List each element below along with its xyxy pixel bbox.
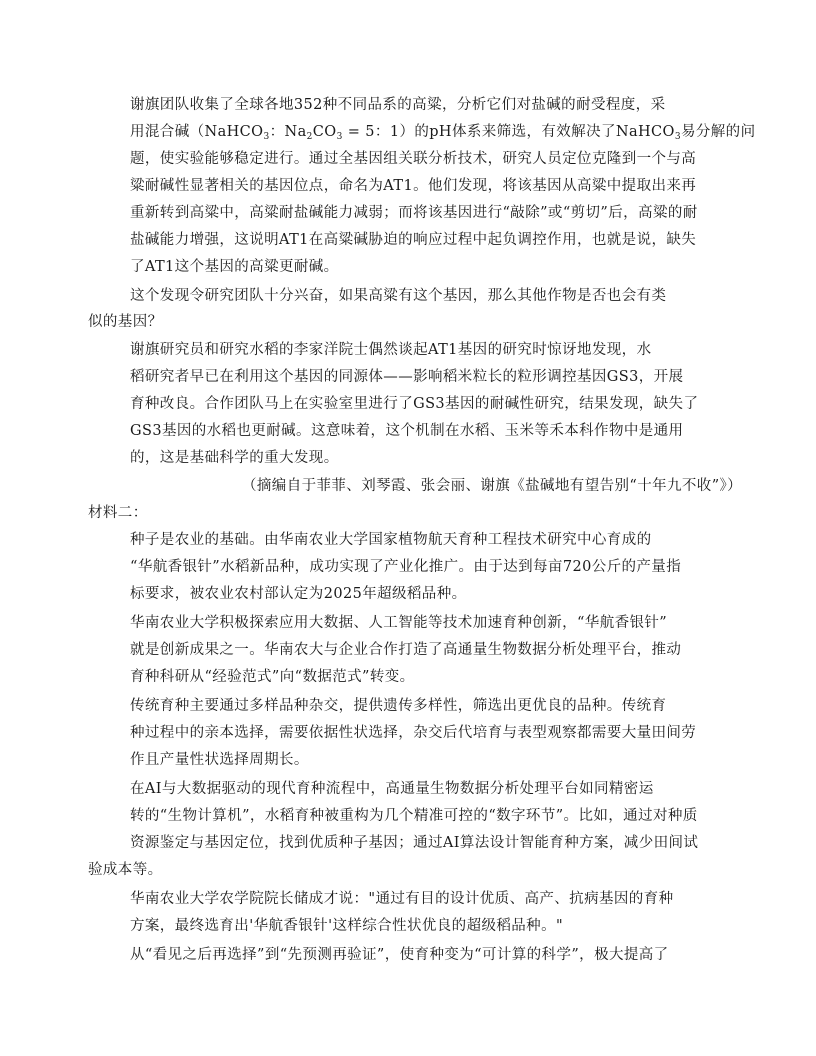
text-line-with-formula	[130, 122, 755, 142]
subscript: 3	[674, 132, 681, 142]
text-line: 题，使实验能够稳定进行。通过全基因组关联分析技术，研究人员定位克隆到一个与高	[130, 151, 697, 167]
text-line: 转的“生物计算机”，水稻育种被重构为几个精准可控的“数字环节”。比如，通过对种质	[130, 808, 698, 824]
text-line: 谢旗团队收集了全球各地352种不同品系的高粱，分析它们对盐碱的耐受程度，采	[130, 97, 666, 113]
text-fragment: 易分解的问	[680, 124, 756, 140]
subscript: 2	[306, 132, 313, 142]
subscript: 3	[263, 132, 270, 142]
text-line: 华南农业大学积极探索应用大数据、人工智能等技术加速育种创新，“华航香银针”	[130, 615, 668, 631]
text-line: 重新转到高粱中，高粱耐盐碱能力减弱；而将该基因进行“敲除”或“剪切”后，高粱的耐	[130, 205, 698, 221]
text-line: 盐碱能力增强，这说明AT1在高粱碱胁迫的响应过程中起负调控作用，也就是说，缺失	[130, 232, 697, 248]
text-line: 就是创新成果之一。华南农大与企业合作打造了高通量生物数据分析处理平台，推动	[130, 642, 682, 658]
text-line: 育种改良。合作团队马上在实验室里进行了GS3基因的耐碱性研究，结果发现，缺失了	[130, 396, 699, 412]
text-line: 的，这是基础科学的重大发现。	[130, 450, 339, 466]
text-line: 这个发现令研究团队十分兴奋，如果高粱有这个基因，那么其他作物是否也会有类	[130, 288, 667, 304]
source-citation: （摘编自于菲菲、刘琴霞、张会丽、谢旗《盐碱地有望告别“十年九不收”》）	[242, 478, 743, 494]
text-line: 种子是农业的基础。由华南农业大学国家植物航天育种工程技术研究中心育成的	[130, 532, 652, 548]
text-line: 方案，最终选育出'华航香银针'这样综合性状优良的超级稻品种。"	[130, 918, 564, 934]
text-line: 稻研究者早已在利用这个基因的同源体——影响稻米粒长的粒形调控基因GS3，开展	[130, 369, 684, 385]
text-line: 粱耐碱性显著相关的基因位点，命名为AT1。他们发现，将该基因从高粱中提取出来再	[130, 178, 697, 194]
text-line: “华航香银针”水稻新品种，成功实现了产业化推广。由于达到每亩720公斤的产量指	[130, 559, 682, 575]
section-heading: 材料二：	[88, 505, 148, 521]
text-line: 种过程中的亲本选择，需要依据性状选择，杂交后代培育与表型观察都需要大量田间劳	[130, 725, 697, 741]
text-fragment: ：Na	[269, 124, 307, 140]
text-line: 资源鉴定与基因定位，找到优质种子基因；通过AI算法设计智能育种方案，减少田间试	[130, 835, 699, 851]
text-fragment: = 5：1）的pH体系来筛选，有效解决了NaHCO	[342, 124, 675, 140]
subscript: 3	[336, 132, 343, 142]
text-line: 育种科研从“经验范式”向“数据范式”转变。	[130, 669, 415, 685]
text-line: 标要求，被农业农村部认定为2025年超级稻品种。	[130, 586, 467, 602]
text-fragment: 用混合碱（NaHCO	[130, 124, 264, 140]
text-line: 了AT1这个基因的高粱更耐碱。	[130, 259, 339, 275]
text-line: 谢旗研究员和研究水稻的李家洋院士偶然谈起AT1基因的研究时惊讶地发现，水	[130, 342, 652, 358]
text-line: 传统育种主要通过多样品种杂交，提供遗传多样性，筛选出更优良的品种。传统育	[130, 698, 667, 714]
text-line: 从“看见之后再选择”到“先预测再验证”，使育种变为“可计算的科学”，极大提高了	[130, 947, 669, 963]
text-line: 验成本等。	[88, 862, 163, 878]
text-line: 在AI与大数据驱动的现代育种流程中，高通量生物数据分析处理平台如同精密运	[130, 781, 654, 797]
text-line: GS3基因的水稻也更耐碱。这意味着，这个机制在水稻、玉米等禾本科作物中是通用	[130, 423, 684, 439]
text-line: 华南农业大学农学院院长储成才说："通过有目的设计优质、高产、抗病基因的育种	[130, 891, 674, 907]
text-fragment: CO	[312, 124, 337, 140]
text-line: 似的基因？	[88, 314, 163, 330]
text-line: 作且产量性状选择周期长。	[130, 752, 309, 768]
